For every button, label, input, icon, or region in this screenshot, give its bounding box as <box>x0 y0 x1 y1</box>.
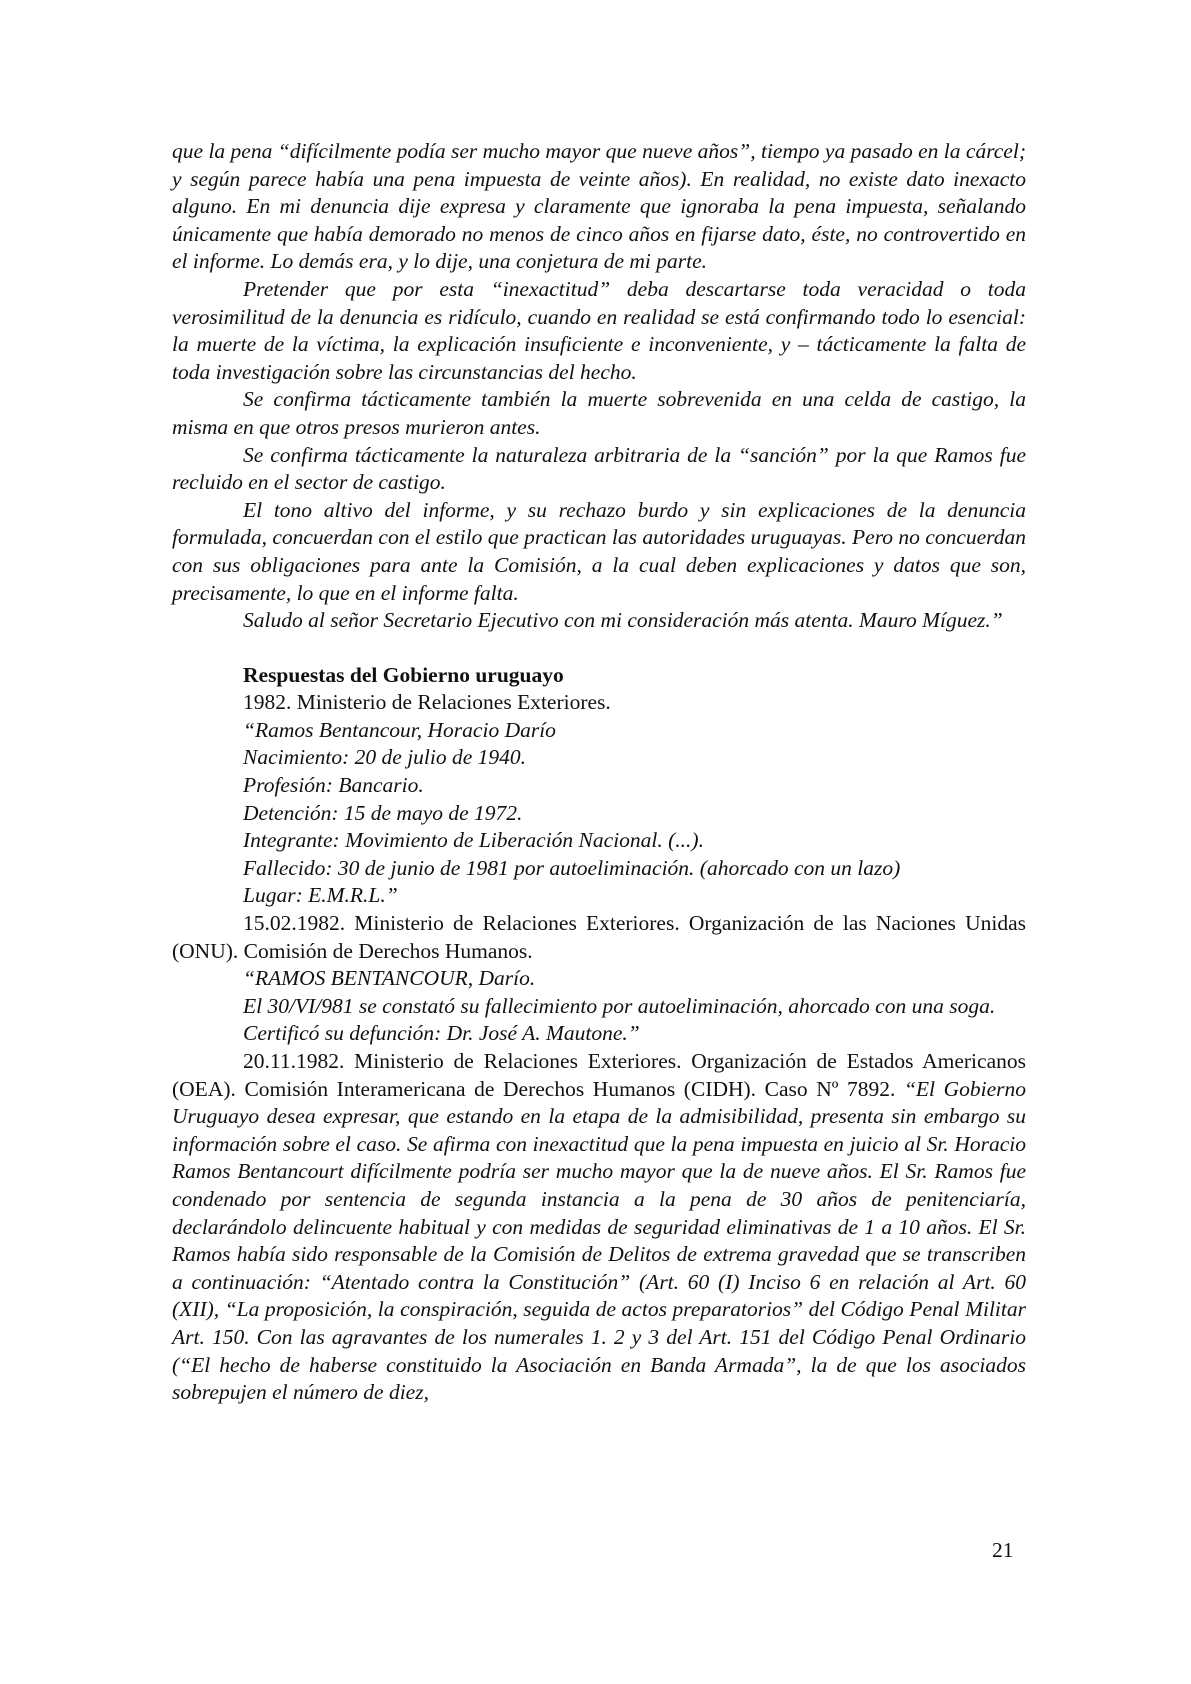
entry1-name: “Ramos Bentancour, Horacio Darío <box>243 717 556 742</box>
entry2-name: “RAMOS BENTANCOUR, Darío. <box>243 966 536 991</box>
document-page <box>172 138 1026 1407</box>
entry3-quote: “El Gobierno Uruguayo desea expresar, que estando en la etapa de la admisibilidad, presenta sin embargo su información sobre el caso. Se afirma con inexactitud que la pena impuesta en juicio al Sr. Horacio Ramos Bentancourt difícilmente podría ser mucho mayor que la de nueve años. El Sr. Ramos fue condenado por sentencia de segunda instancia a la pena de 30 años de penitenciaría, declarándolo delincuente habitual y con medidas de seguridad eliminativas de 1 a 10 años. El Sr. Ramos había sido responsable de la Comisión de Delitos de extrema gravedad que se transcriben a continuación: “Atentado contra la Constitución” (Art. 60 (I) Inciso 6 en relación al Art. 60 (XII), “La proposición, la conspiración, seguida de actos preparatorios” del Código Penal Militar Art. 150. Con las agravantes de los numerales 1. 2 y 3 del Art. 151 del Código Penal Ordinario (“El hecho de haberse constituido la Asociación en Banda Armada”, la de que los asociados sobrepujen el número de diez, <box>172 1076 1026 1405</box>
paragraph-confirma-sancion: Se confirma tácticamente la naturaleza arbitraria de la “sanción” por la que Ramos fue recluido en el sector de castigo. <box>172 442 1026 495</box>
entry3-paragraph <box>172 1048 1026 1407</box>
entry1-header: 1982. Ministerio de Relaciones Exteriores. <box>243 690 611 715</box>
paragraph-pretender: Pretender que por esta “inexactitud” deba descartarse toda veracidad o toda verosimilitud de la denuncia es ridículo, cuando en realidad se está confirmando todo lo esencial: la muerte de la víctima, la explicación insuficiente e inconveniente, y – tácticamente la falta de toda investigación sobre las circunstancias del hecho. <box>172 276 1026 384</box>
entry1-detention: Detención: 15 de mayo de 1972. <box>243 800 523 825</box>
paragraph-tono-altivo: El tono altivo del informe, y su rechazo burdo y sin explicaciones de la denuncia formulada, concuerdan con el estilo que practican las autoridades uruguayas. Pero no concuerdan con sus obligaciones para ante la Comisión, a la cual deben explicaciones y datos que son, precisamente, lo que en el informe falta. <box>172 497 1026 605</box>
entry2-header: 15.02.1982. Ministerio de Relaciones Exteriores. Organización de las Naciones Unidas (ONU). Comisión de Derechos Humanos. <box>172 911 1026 963</box>
entry1-member: Integrante: Movimiento de Liberación Nacional. (...). <box>243 828 704 853</box>
entry2-cert: Certificó su defunción: Dr. José A. Mautone.” <box>243 1021 640 1046</box>
entry1-death: Fallecido: 30 de junio de 1981 por autoeliminación. (ahorcado con un lazo) <box>243 855 901 880</box>
entry3-header: 20.11.1982. Ministerio de Relaciones Exteriores. Organización de Estados Americanos (OEA). Comisión Interamericana de Derechos Humanos (CIDH). Caso Nº 7892. <box>172 1049 1026 1101</box>
paragraph-saludo: Saludo al señor Secretario Ejecutivo con mi consideración más atenta. Mauro Míguez.” <box>243 608 1003 633</box>
paragraph-confirma-celda: Se confirma tácticamente también la muerte sobrevenida en una celda de castigo, la misma en que otros presos murieron antes. <box>172 387 1026 439</box>
entry1-birth: Nacimiento: 20 de julio de 1940. <box>243 745 527 770</box>
paragraph-continuation: que la pena “difícilmente podía ser mucho mayor que nueve años”, tiempo ya pasado en la cárcel; y según parece había una pena impuesta de veinte años). En realidad, no existe dato inexacto alguno. En mi denuncia dije expresa y claramente que ignoraba la pena impuesta, señalando únicamente que había demorado no menos de cinco años en fijarse dato, éste, no controvertido en el informe. Lo demás era, y lo dije, una conjetura de mi parte. <box>172 139 1026 274</box>
entry1-profession: Profesión: Bancario. <box>243 773 424 798</box>
section-heading: Respuestas del Gobierno uruguayo <box>243 662 564 687</box>
page-number: 21 <box>992 1538 1014 1562</box>
entry2-text: El 30/VI/981 se constató su fallecimiento por autoeliminación, ahorcado con una soga. <box>243 993 996 1018</box>
entry1-place: Lugar: E.M.R.L.” <box>243 883 398 908</box>
